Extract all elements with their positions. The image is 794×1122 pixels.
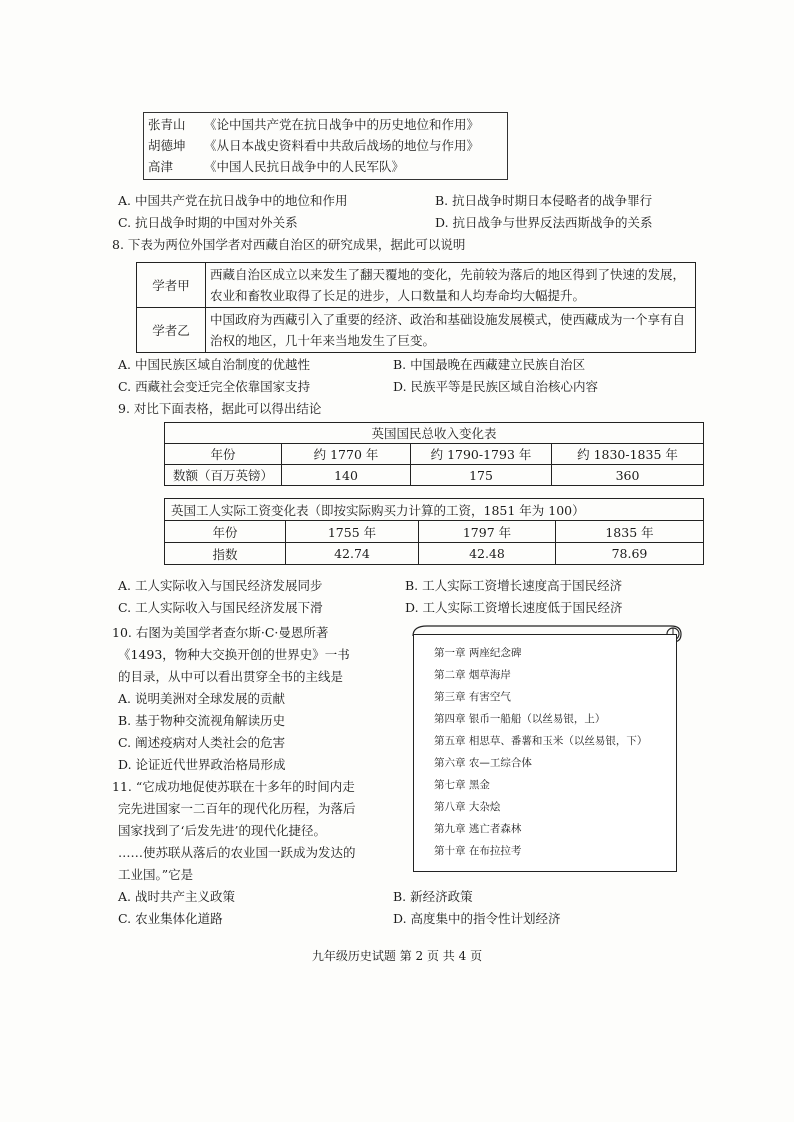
q10-option-d[interactable]: D. 论证近代世界政治格局形成 [118,757,286,772]
q11-option-a[interactable]: A. 战时共产主义政策 [118,889,235,904]
q9-stem: 9. 对比下面表格，据此可以得出结论 [118,401,322,416]
table-cell: 年份 [165,521,286,543]
q8-label-b: 学者乙 [137,308,206,353]
q9-option-b[interactable]: B. 工人实际工资增长速度高于国民经济 [405,578,623,593]
table-cell: 1797 年 [419,521,556,543]
page-footer: 九年级历史试题 第 2 页 共 4 页 [311,949,483,963]
chapter-item: 第三章 有害空气 [434,691,511,703]
q7-title: 《从日本战史资料看中共敌后战场的地位与作用》 [204,138,480,153]
q9-option-c[interactable]: C. 工人实际收入与国民经济发展下滑 [118,600,323,615]
table-cell: 1755 年 [286,521,419,543]
chapter-item: 第七章 黑金 [434,779,490,791]
q11-option-c[interactable]: C. 农业集体化道路 [118,911,223,926]
chapter-item: 第十章 在布拉拉考 [434,845,522,857]
q8-text-a: 西藏自治区成立以来发生了翻天覆地的变化，先前较为落后的地区得到了快速的发展，农业和畜牧业取得了长足的进步，人口数量和人均寿命均大幅提升。 [206,263,696,308]
q7-option-d[interactable]: D. 抗日战争与世界反法西斯战争的关系 [435,215,653,230]
q7-author: 高津 [148,159,174,174]
table-cell: 360 [552,465,704,486]
q9-income-table-title: 英国国民总收入变化表 [165,423,704,444]
q9-option-d[interactable]: D. 工人实际工资增长速度低于国民经济 [405,600,623,615]
book-contents-scroll [405,622,685,874]
q8-option-c[interactable]: C. 西藏社会变迁完全依靠国家支持 [118,379,311,394]
q9-wage-table [164,498,704,565]
q10-option-b[interactable]: B. 基于物种交流视角解读历史 [118,713,286,728]
q7-title: 《论中国共产党在抗日战争中的历史地位和作用》 [204,117,480,132]
chapter-item: 第九章 逃亡者森林 [434,823,522,835]
q11-stem-line: 工业国。”它是 [118,867,194,882]
q11-option-d[interactable]: D. 高度集中的指令性计划经济 [393,911,561,926]
q8-stem: 8. 下表为两位外国学者对西藏自治区的研究成果，据此可以说明 [112,237,466,252]
q9-wage-table-title: 英国工人实际工资变化表（即按实际购买力计算的工资，1851 年为 100） [165,499,704,521]
table-cell: 175 [411,465,552,486]
table-cell: 1835 年 [556,521,704,543]
q9-option-a[interactable]: A. 工人实际收入与国民经济发展同步 [118,578,323,593]
q7-author: 张青山 [148,117,186,132]
q7-option-a[interactable]: A. 中国共产党在抗日战争中的地位和作用 [118,193,348,208]
q9-income-table [164,422,704,486]
q10-option-c[interactable]: C. 阐述疫病对人类社会的危害 [118,735,286,750]
q7-option-c[interactable]: C. 抗日战争时期的中国对外关系 [118,215,298,230]
chapter-item: 第四章 银币一船船（以丝易银，上） [434,713,606,725]
q8-option-a[interactable]: A. 中国民族区域自治制度的优越性 [118,357,310,372]
q7-material-row [148,157,404,177]
q10-option-a[interactable]: A. 说明美洲对全球发展的贡献 [118,691,285,706]
table-cell: 约 1790-1793 年 [411,444,552,465]
q10-stem-line: 的目录，从中可以看出贯穿全书的主线是 [118,669,344,684]
q11-stem-line: 国家找到了‘后发先进’的现代化捷径。 [118,823,326,838]
q8-scholars-table [136,262,696,353]
chapter-item: 第二章 烟草海岸 [434,669,511,681]
table-cell: 指数 [165,543,286,565]
q7-author: 胡德坤 [148,138,186,153]
chapter-item: 第五章 相思草、番薯和玉米（以丝易银，下） [434,735,648,747]
q8-text-b: 中国政府为西藏引入了重要的经济、政治和基础设施发展模式，使西藏成为一个享有自治权的地区，几十年来当地发生了巨变。 [206,308,696,353]
q8-option-d[interactable]: D. 民族平等是民族区域自治核心内容 [393,379,599,394]
table-cell: 42.48 [419,543,556,565]
chapter-item: 第一章 两座纪念碑 [434,647,522,659]
q11-option-b[interactable]: B. 新经济政策 [393,889,473,904]
table-cell: 数额（百万英镑） [165,465,282,486]
q7-material-row [148,115,479,135]
q7-material-row [148,136,479,156]
q7-title: 《中国人民抗日战争中的人民军队》 [204,159,405,174]
q11-stem-line: 完先进国家一二百年的现代化历程，为落后 [118,801,356,816]
q8-label-a: 学者甲 [137,263,206,308]
chapter-item: 第六章 农—工综合体 [434,757,532,769]
q8-option-b[interactable]: B. 中国最晚在西藏建立民族自治区 [393,357,586,372]
table-cell: 约 1830-1835 年 [552,444,704,465]
q7-material-box [143,112,508,180]
table-cell: 42.74 [286,543,419,565]
table-cell: 78.69 [556,543,704,565]
q10-stem-line: 10. 右图为美国学者查尔斯·C·曼恩所著 [112,625,329,640]
table-cell: 约 1770 年 [282,444,411,465]
q7-option-b[interactable]: B. 抗日战争时期日本侵略者的战争罪行 [435,193,653,208]
q11-stem-line: ……使苏联从落后的农业国一跃成为发达的 [118,845,356,860]
q10-stem-line: 《1493，物种大交换开创的世界史》一书 [118,647,350,662]
table-cell: 140 [282,465,411,486]
contents-list [413,634,677,872]
q11-stem-line: 11. “它成功地促使苏联在十多年的时间内走 [112,779,355,794]
chapter-item: 第八章 大杂烩 [434,801,501,813]
table-cell: 年份 [165,444,282,465]
